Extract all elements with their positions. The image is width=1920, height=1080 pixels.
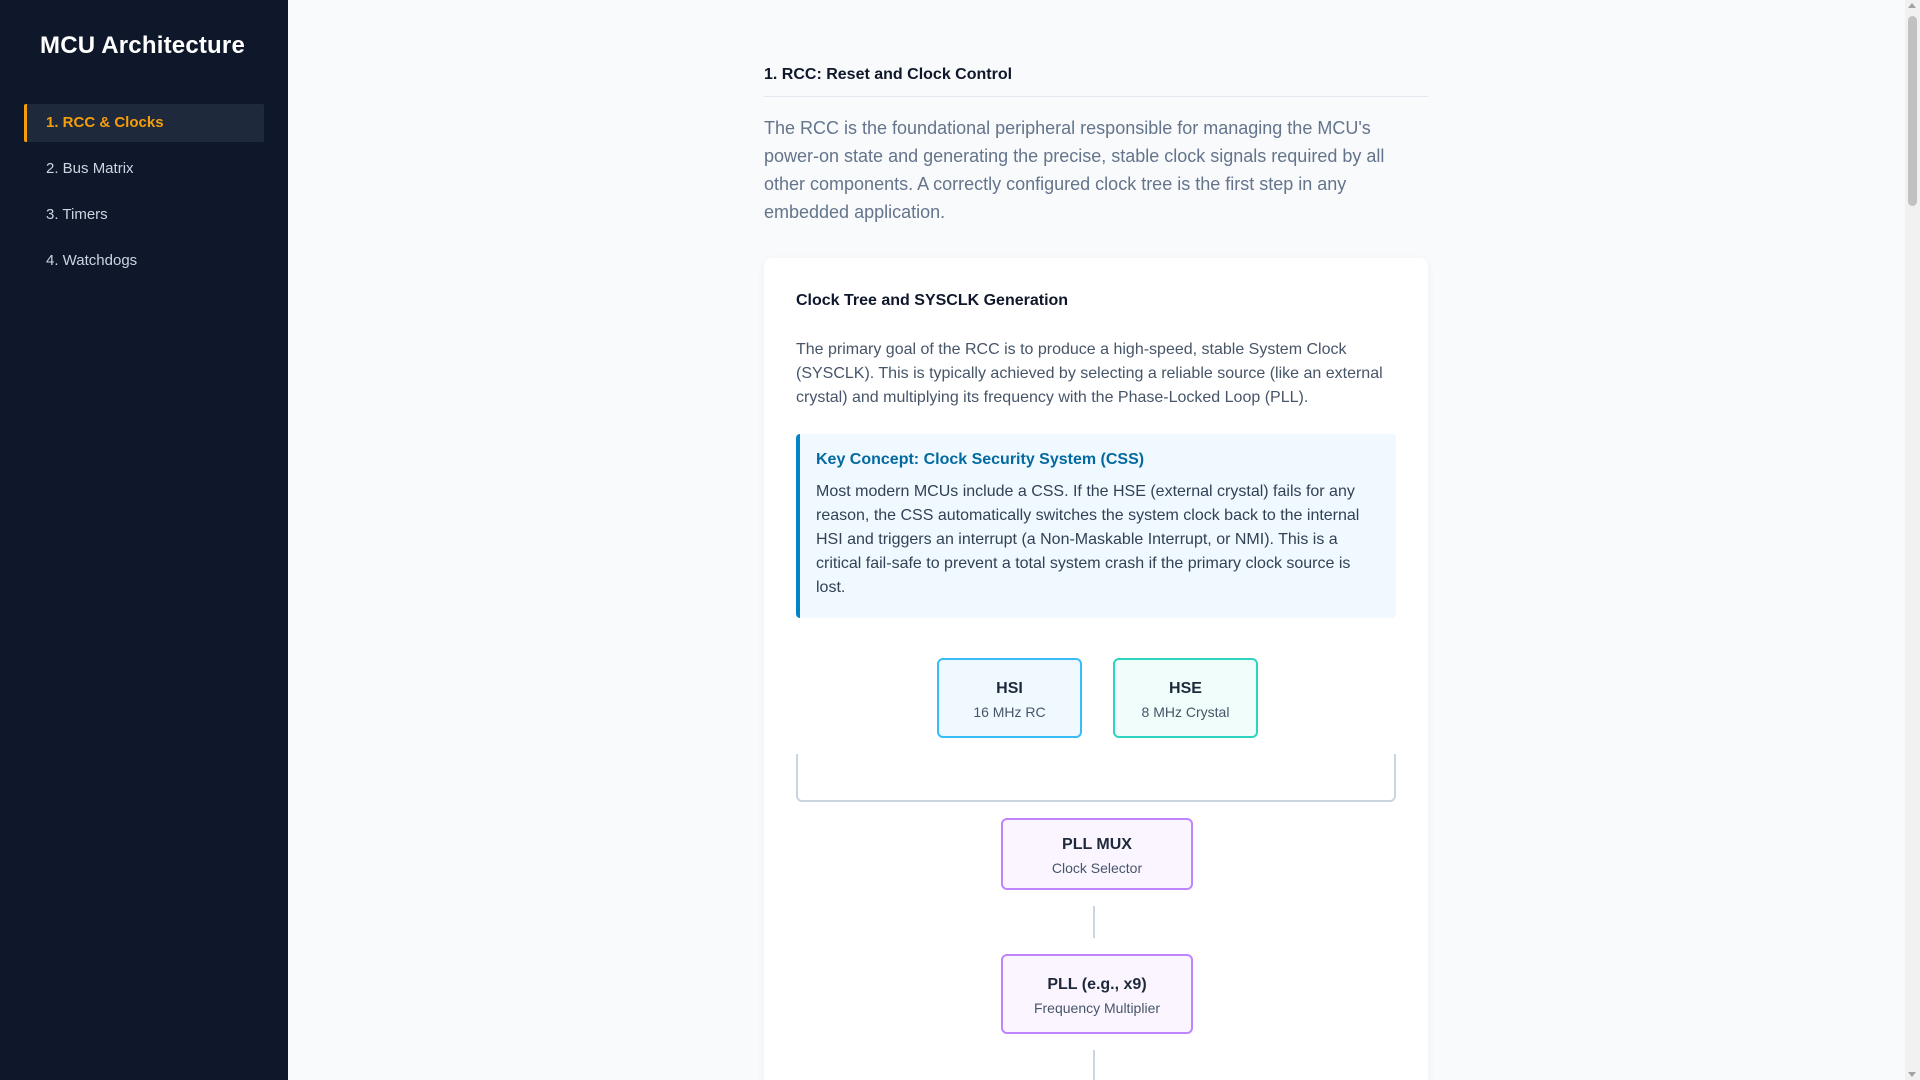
hse-sub: 8 MHz Crystal [1141,704,1230,720]
hse-node[interactable] [1113,658,1258,738]
sidebar-item-rcc-clocks[interactable]: 1. RCC & Clocks [24,104,264,142]
sidebar-item-bus-matrix[interactable]: 2. Bus Matrix [46,160,134,177]
key-concept-callout [796,434,1396,618]
intro-paragraph: The RCC is the foundational peripheral responsible for managing the MCU's power-on state and generating the precise, stable clock signals required by all other components. A correctly configured clock tree is the first step in any embedded application. [764,118,1385,222]
pll-label: PLL (e.g., x9) [1047,976,1147,993]
section-heading: 1. RCC: Reset and Clock Control [764,66,1428,97]
pll-sub: Frequency Multiplier [1033,1000,1161,1016]
callout-body: Most modern MCUs include a CSS. If the HSE (external crystal) fails for any reason, the CSS automatically switches the system clock back to the internal HSI and triggers an interrupt (a Non-Maskable Interrupt, or NMI). This is a critical fail-safe to prevent a total system crash if the primary clock source is lost. [816,483,1360,596]
app-title: MCU Architecture [40,32,246,59]
hsi-sub: 16 MHz RC [973,704,1046,720]
mux-to-pll-connector [1093,906,1095,938]
pll-output-connector [1093,1050,1095,1080]
pll-node[interactable] [1001,954,1193,1034]
hse-label: HSE [1169,680,1202,697]
scroll-down-arrow-icon[interactable] [1908,1072,1916,1077]
hsi-node[interactable] [937,658,1082,738]
clock-tree-card [764,258,1428,1080]
scroll-up-arrow-icon[interactable] [1908,3,1916,8]
sidebar-nav [24,104,264,288]
pll-mux-sub: Clock Selector [1051,860,1143,876]
source-bracket-connector [796,754,1396,802]
hsi-label: HSI [996,680,1023,697]
vertical-scrollbar[interactable] [1905,0,1920,1080]
card-title: Clock Tree and SYSCLK Generation [796,292,1069,309]
callout-title: Key Concept: Clock Security System (CSS) [816,451,1145,468]
sidebar-item-timers[interactable]: 3. Timers [46,206,108,223]
scroll-thumb[interactable] [1908,16,1917,206]
card-body: The primary goal of the RCC is to produce a high-speed, stable System Clock (SYSCLK). This is typically achieved by selecting a reliable source (like an external crystal) and multiplying its frequency with the Phase-Locked Loop (PLL). [796,341,1383,406]
pll-mux-node[interactable] [1001,818,1193,890]
pll-mux-label: PLL MUX [1062,836,1132,853]
sidebar-item-watchdogs[interactable]: 4. Watchdogs [46,252,138,269]
sidebar [0,0,288,1080]
